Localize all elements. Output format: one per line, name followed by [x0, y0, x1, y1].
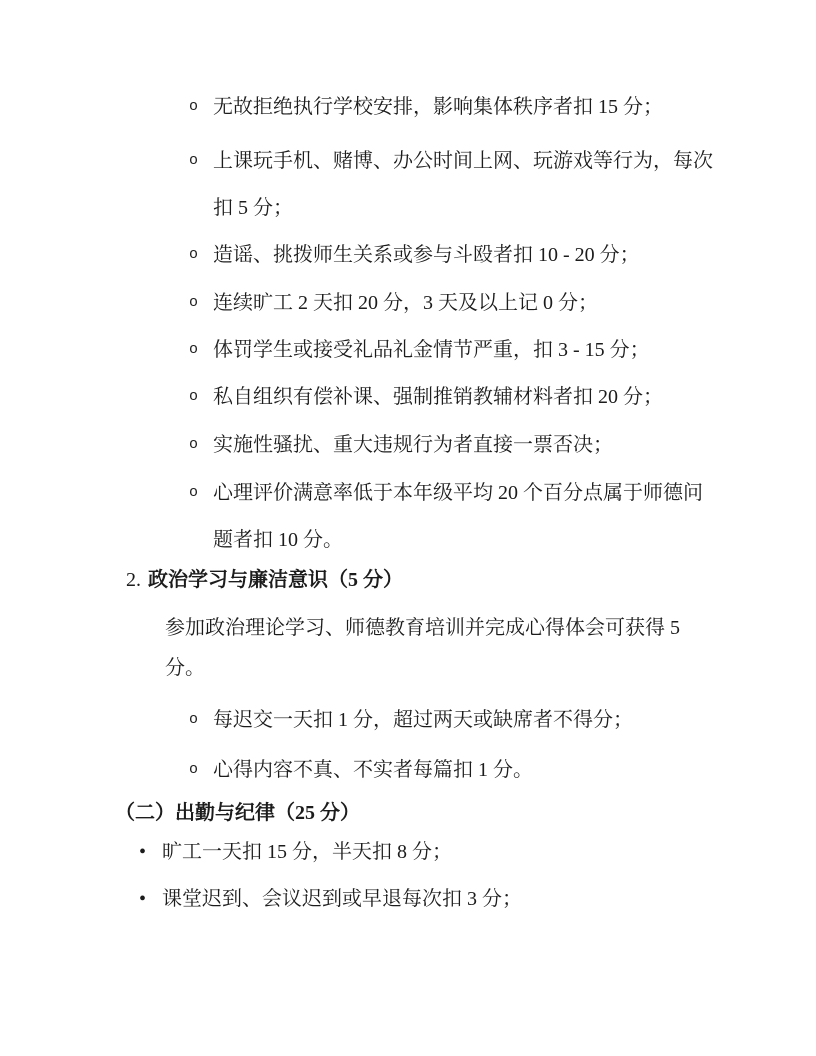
list-item	[0, 96, 816, 118]
list-item	[0, 244, 816, 266]
list-item-text: 私自组织有偿补课、强制推销教辅材料者扣 20 分；	[213, 386, 663, 408]
disc-bullet-icon: •	[139, 888, 147, 910]
list-item	[0, 841, 816, 863]
list-item	[0, 339, 816, 361]
list-item	[0, 434, 816, 456]
list-item-text: 心得内容不真、不实者每篇扣 1 分。	[213, 759, 533, 781]
list-item-continuation	[0, 529, 816, 551]
circle-bullet-icon: o	[189, 152, 199, 169]
circle-bullet-icon: o	[189, 341, 199, 358]
list-item	[0, 482, 816, 504]
list-item	[0, 386, 816, 408]
paragraph-line	[0, 657, 816, 679]
list-item-text: 无故拒绝执行学校安排，影响集体秩序者扣 15 分；	[213, 96, 663, 118]
circle-bullet-icon: o	[189, 436, 199, 453]
paragraph-line	[0, 617, 816, 639]
circle-bullet-icon: o	[189, 484, 199, 501]
circle-bullet-icon: o	[189, 711, 199, 728]
list-item-text: 每迟交一天扣 1 分，超过两天或缺席者不得分；	[213, 709, 633, 731]
section-heading	[0, 802, 816, 824]
list-item	[0, 709, 816, 731]
list-item-text: 体罚学生或接受礼品礼金情节严重，扣 3 - 15 分；	[213, 339, 650, 361]
list-item	[0, 888, 816, 910]
numbered-heading	[0, 569, 816, 591]
list-item-text: 扣 5 分；	[213, 197, 293, 219]
list-item	[0, 759, 816, 781]
circle-bullet-icon: o	[189, 246, 199, 263]
list-item	[0, 292, 816, 314]
disc-bullet-icon: •	[139, 841, 147, 863]
list-item-text: 连续旷工 2 天扣 20 分，3 天及以上记 0 分；	[213, 292, 598, 314]
list-item-text: 上课玩手机、赌博、办公时间上网、玩游戏等行为，每次	[213, 150, 713, 172]
list-item-text: 造谣、挑拨师生关系或参与斗殴者扣 10 - 20 分；	[213, 244, 640, 266]
list-item-text: 旷工一天扣 15 分，半天扣 8 分；	[162, 841, 452, 863]
circle-bullet-icon: o	[189, 388, 199, 405]
heading-text: 政治学习与廉洁意识（5 分）	[148, 569, 403, 591]
list-item-text: 课堂迟到、会议迟到或早退每次扣 3 分；	[162, 888, 522, 910]
paragraph-text: 分。	[165, 657, 205, 679]
list-item-text: 题者扣 10 分。	[213, 529, 343, 551]
list-item-continuation	[0, 197, 816, 219]
circle-bullet-icon: o	[189, 294, 199, 311]
circle-bullet-icon: o	[189, 98, 199, 115]
list-item-text: 心理评价满意率低于本年级平均 20 个百分点属于师德问	[213, 482, 703, 504]
section-heading-text: （二）出勤与纪律（25 分）	[115, 802, 360, 824]
paragraph-text: 参加政治理论学习、师德教育培训并完成心得体会可获得 5	[165, 617, 680, 639]
list-item-text: 实施性骚扰、重大违规行为者直接一票否决；	[213, 434, 613, 456]
list-item	[0, 150, 816, 172]
circle-bullet-icon: o	[189, 761, 199, 778]
heading-number: 2.	[126, 569, 141, 591]
